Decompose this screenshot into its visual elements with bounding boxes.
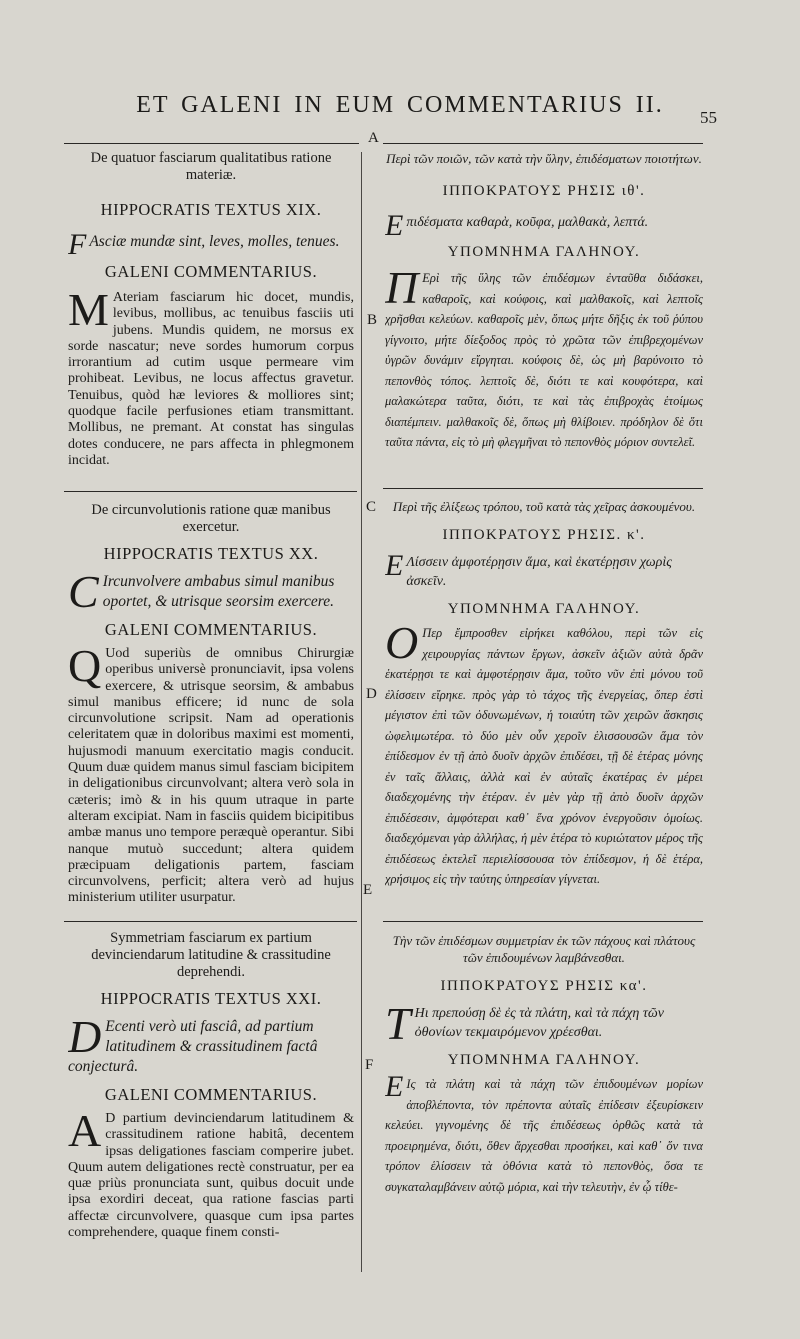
latin-commentary: Q Uod superiùs de omnibus Chirurgiæ operibus universè pronunciavit, ipsa volens exercere, & utrisque seorsim, & ambabus simul manibus efficere; id nunc de sola circunvolutione scripsit. Nam ad operationis celeritatem quæ in doloribus maximi est momenti, hujusmodi manuum exercitatio magis conducit. Quum duæ quidem manus simul fasciam bicipitem in deligationibus circunvolvant; altera verò sola in cæteris; imò & in his quum utraque in parte alteram excipiat. Nam in fasciis quidem bicipitibus ambæ manus uno tempore peræquè operantur. Sibi nanque mutuò succedunt; altera quidem præcipuam deligationis partem, fasciam circunvolvens, perficit; altera verò ad hujus ministerium utiliter usurpatur. xyxy=(68,640,354,906)
greek-section-19 xyxy=(385,150,703,480)
latin-heading: HIPPOCRATIS TEXTUS XX. xyxy=(103,544,319,563)
greek-subheading: Περὶ τῆς ἐλίξεως τρόπου, τοῦ κατὰ τὰς χεῖρας ἀσκουμένου. xyxy=(392,499,696,514)
rule-mid-right xyxy=(383,488,703,489)
latin-commentary-heading: GALENI COMMENTARIUS. xyxy=(104,620,318,639)
latin-commentary-heading: GALENI COMMENTARIUS. xyxy=(104,1085,318,1104)
greek-section-21 xyxy=(385,932,703,1262)
greek-verse: E Λίσσειν ἀμφοτέρῃσιν ἅμα, καὶ ἑκατέρῃσιν χωρὶς ἀσκεῖν. xyxy=(385,549,672,589)
latin-commentary-heading: GALENI COMMENTARIUS. xyxy=(104,262,318,281)
verse-initial: E xyxy=(385,549,404,582)
greek-subheading: Τὴν τῶν ἐπιδέσμων συμμετρίαν ἐκ τῶν πάχους καὶ πλάτους τῶν ἐπιδουμένων λαμβάνεσθαι. xyxy=(392,933,696,965)
latin-verse: F Asciæ mundæ sint, leves, molles, tenues. xyxy=(68,228,340,261)
margin-letter-e: E xyxy=(363,882,373,898)
verse-initial: D xyxy=(68,1011,102,1062)
greek-commentary: Π Ερὶ τῆς ὕλης τῶν ἐπιδέσμων ἐνταῦθα διδάσκει, καθαροῖς, καὶ κούφοις, καὶ μαλθακοῖς, καὶ λεπτοῖς χρῆσθαι κελεύων. καθαροῖς μὲν, ὅπως μήτε δῆξις ἐκ τοῦ ῥύπου γίγνοιτο, μήτε δίεξοδος πρὸς τὸ χρῶτα τῶν ἐπιβρεχομένων ὑγρῶν δυνάμιν εἴργηται. κούφοις δὲ, ὡς μὴ βαρύνοιτο τὸ πεπονθὸς τόπος. λεπτοῖς δὲ, διότι τε καὶ κουφότερα, καὶ μαλακώτερα ταῦτα, διότι, τε καὶ τὰς ἐπιβροχὰς ἑτοίμως διαπέμπειν. μαλθακοῖς δὲ, ὅπως μὴ θλίβοιεν. πρόδηλον δὲ ὅτι ταῦτα πάντα, εἰς τὸ μὴ φλεγμῆναι τὸ πεπονθὸς μόριον συντελεῖ. xyxy=(385,262,703,449)
latin-commentary: M Ateriam fasciarum hic docet, mundis, levibus, mollibus, ac tenuibus fasciis uti jubens. Mundis quidem, ne morsus ex sorde nascatur; neve sordes humorum corpus irrorantium ad cutim usque permeare vim prohibeat. Levibus, ne locus affectus gravetur. Tenuibus, quòd hæ leviores & molliores sint; quodque facile perfusiones etiam transmittant. Mollibus, ne premant. At constat has singulas dotes conducere, ne pars affecta in phlegmonem incidat. xyxy=(68,284,354,468)
verse-initial: C xyxy=(68,566,99,617)
verse-initial: T xyxy=(385,998,411,1049)
margin-letter-a: A xyxy=(368,130,379,146)
margin-letter-d: D xyxy=(366,686,377,702)
verse-initial: E xyxy=(385,209,404,242)
page-number: 55 xyxy=(700,108,717,127)
drop-capital: M xyxy=(68,284,109,335)
margin-letter-b: B xyxy=(367,312,378,328)
rule-low-left xyxy=(64,921,357,922)
margin-letter-f: F xyxy=(365,1057,374,1073)
column-divider xyxy=(361,152,362,1272)
greek-verse: T Ηι πρεπούσῃ δὲ ἐς τὰ πλάτη, καὶ τὰ πάχη τῶν ὀθονίων τεκμαιρόμενον χρέεσθαι. xyxy=(385,998,664,1049)
greek-commentary: E Ις τὰ πλάτη καὶ τὰ πάχη τῶν ἐπιδουμένων μορίων ἀποβλέποντα, τὸν πρέποντα αὐταῖς ἐπίδεσιν ἐξευρίσκειν κελεύει. γιγνομένης δὲ τῆς ἐπιδέσεως ὀρθῶς κατὰ τὰ προειρημένα, διότι, ὅθεν ἄρχεσθαι προσήκει, καὶ καθ᾽ ὅν τινα τρόπον ἑλίσσειν τὰ ὀθόνια κατὰ τὸ πεπονθὸς, ὅσα τε συγκαταλαμβάνειν αὐτῷ μόρια, καὶ τὴν τελευτὴν, ἐν ᾧ τίθε- xyxy=(385,1070,703,1194)
latin-section-20 xyxy=(68,502,354,912)
greek-subheading: Περὶ τῶν ποιῶν, τῶν κατὰ τὴν ὕλην, ἐπιδέσματων ποιοτήτων. xyxy=(386,151,702,166)
latin-subheading: Symmetriam fasciarum ex partium devinciendarum latitudine & crassitudine deprehendi. xyxy=(91,930,331,980)
verse-initial: F xyxy=(68,228,87,261)
greek-heading: ΙΠΠΟΚΡΑΤΟΥΣ ΡΗΣΙΣ. κ'. xyxy=(442,527,646,543)
drop-capital: Π xyxy=(385,262,419,313)
latin-section-19 xyxy=(68,150,354,480)
drop-capital: E xyxy=(385,1070,404,1103)
greek-commentary-heading: ΥΠΟΜΝΗΜΑ ΓΑΛΗΝΟΥ. xyxy=(447,1052,641,1068)
drop-capital: Q xyxy=(68,640,102,691)
rule-low-right xyxy=(383,921,703,922)
latin-subheading: De quatuor fasciarum qualitatibus ratione materiæ. xyxy=(90,150,332,183)
greek-section-20 xyxy=(385,498,703,912)
greek-heading: ΙΠΠΟΚΡΑΤΟΥΣ ΡΗΣΙΣ κα'. xyxy=(440,978,648,994)
running-title: ET GALENI IN EUM COMMENTARIUS II. xyxy=(136,92,664,118)
latin-verse: D Ecenti verò uti fasciâ, ad partium latitudinem & crassitudinem factâ conjecturâ. xyxy=(68,1011,318,1075)
latin-verse: C Ircunvolvere ambabus simul manibus oportet, & utrisque seorsim exercere. xyxy=(68,566,335,617)
greek-commentary-heading: ΥΠΟΜΝΗΜΑ ΓΑΛΗΝΟΥ. xyxy=(447,601,641,617)
margin-letter-c: C xyxy=(366,499,377,515)
greek-commentary: Ο Περ ἔμπροσθεν εἰρήκει καθόλου, περὶ τῶν εἰς χειρουργίας πάντων ἔργων, ἀσκεῖν ἀξιῶν αὐτὰ δρᾶν ἑκατέρῃσι τε καὶ ἀμφοτέρῃσιν ἅμα, τοῦτο νῦν ἐπὶ μόνου τοῦ ἐλίσσειν εἴρηκε. πρὸς γὰρ τὸ τάχος τῆς ἐνεργείας, ὅπερ ἐστὶ μέγιστον ἐπὶ τῶν ὀδυνωμένων, ἡ τοιαύτη τῶν χειρῶν ἄσκησις ὠφελιμωτέρα. τὸ δύο μὲν οὖν χεροῖν ἑλισσουσῶν ἅμα τὸν ἐπίδεσμον ἐν τῇ ἀπὸ δυοῖν ἀρχῶν ἐπιδέσει, τῇ δὲ ἑτέρας μόνης ἐν ταῖς ἄλλαις, ἀλλὰ καὶ ἐν αὐταῖς ἑκατέρας ἐν μέρει διαδεχομένης τὴν ἑτέραν. ἐν μὲν γὰρ τῇ ἀπὸ δυοῖν ἀρχῶν ἐπιδέσεσιν, ἀμφότεραι καθ᾽ ἕνα χρόνον ἐνεργοῦσιν ὁμοίως. διαδεχόμεναι γὰρ ἀλλήλας, ἡ μὲν ἑτέρα τὸ κυριώτατον μέρος τῆς ἐπιδέσεως ἐκτελεῖ περιελίσσουσα τὸν ἐπίδεσμον, ἡ δὲ ἑτέρα, χρήσιμος εἰς τὴν ταύτης ὑπηρεσίαν γίγνεται. xyxy=(385,617,703,886)
greek-commentary-heading: ΥΠΟΜΝΗΜΑ ΓΑΛΗΝΟΥ. xyxy=(447,244,641,260)
rule-top-left xyxy=(64,143,359,144)
greek-heading: ΙΠΠΟΚΡΑΤΟΥΣ ΡΗΣΙΣ ιθ'. xyxy=(442,183,646,199)
drop-capital: A xyxy=(68,1105,102,1156)
rule-top-right xyxy=(383,143,703,144)
greek-verse: Eπιδέσματα καθαρὰ, κοῦφα, μαλθακὰ, λεπτά. xyxy=(385,209,649,242)
latin-commentary: A D partium devinciendarum latitudinem & crassitudinem ratione habitâ, decentem ipsas deligationes fasciam comperire jubet. Quum autem deligationes rectè construatur, per ea quæ priùs pronunciata sunt, quibus docuit unde ipsa exordiri deceat, qua ratione fascias parti affectæ circunvolvere, quasque cum ipsa partes comprehendere, quaque finem consti- xyxy=(68,1105,354,1241)
latin-heading: HIPPOCRATIS TEXTUS XXI. xyxy=(100,989,322,1008)
rule-mid-left xyxy=(64,491,357,492)
latin-subheading: De circunvolutionis ratione quæ manibus exercetur. xyxy=(91,502,331,535)
latin-heading: HIPPOCRATIS TEXTUS XIX. xyxy=(100,200,322,219)
drop-capital: Ο xyxy=(385,617,419,668)
latin-section-21 xyxy=(68,930,354,1260)
